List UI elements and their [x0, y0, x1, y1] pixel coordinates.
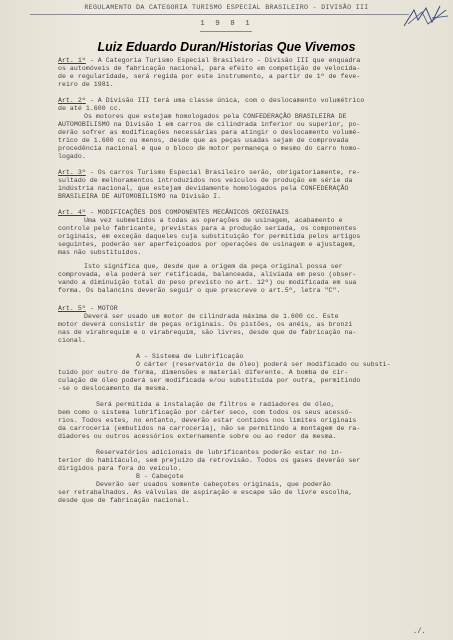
text-line: Art. 5º - MOTOR [58, 305, 118, 312]
text-line: culação de óleo poderá ser modificada e/ou substituída por outra, permitindo [58, 377, 361, 384]
text-line: os automóveis de fabricação nacional, para efeito em competição de velocida- [58, 65, 361, 72]
watermark-caption: Luiz Eduardo Duran/Historias Que Vivemos [97, 40, 356, 54]
text-line: Deverão ser usados somente cabeçotes originais, que poderão [96, 481, 331, 488]
text-line: Art. 1º - A Categoria Turismo Especial Brasileiro - Divisão III que enquadra [58, 57, 361, 64]
text-line: dirigidos para fora do veículo. [58, 465, 182, 472]
text-line: trico de 1.600 cc ou menos, desde que as peças usadas sejam de comprovada [58, 137, 349, 144]
text-line: diadores ou outros acessórios externamente sobre ou ao redor da mesma. [58, 433, 337, 440]
text-line: reiro de 1981. [58, 81, 114, 88]
page-continuation-mark: ./. [413, 628, 426, 636]
text-line: Deverá ser usado um motor de cilindrada máxima de 1.600 cc. Este [84, 313, 339, 320]
text-line: Reservatórios adicionais de lubrificantes poderão estar no in- [96, 449, 343, 456]
text-line: da carroceria (embutidos na carroceria), não se permitindo a montagem de ra- [58, 425, 361, 432]
text-line: nas de virabrequim e o virabrequim, são livres, desde que de fabricação na- [58, 329, 357, 336]
text-line: Art. 2º - A Divisão III terá uma classe única, com o deslocamento volumétrico [58, 97, 365, 104]
header-rule [30, 14, 409, 15]
text-line: -se o deslocamento da mesma. [58, 385, 170, 392]
text-line: procedência nacional e que o bloco de motor permaneça o mesmo do carro homo- [58, 145, 361, 152]
text-line: terior do habitáculo, sem prejuízo da retrovisão. Todos os gases deverão ser [58, 457, 361, 464]
document-year: 1 9 8 1 [200, 20, 253, 28]
text-line: sultado de melhoramentos introduzidos nos veículos de produção em série da [58, 177, 353, 184]
text-line: ser retrabalhados. As válvulas de aspiração e escape são de livre escolha, [58, 489, 353, 496]
text-line: Art. 3º - Os carros Turismo Especial Brasileiro serão, obrigatoriamente, re- [58, 169, 361, 176]
text-line: B - Cabeçote [136, 473, 184, 480]
text-line: indústria nacional, que estejam devidamente homologados pela CONFEDERAÇÃO [58, 185, 349, 192]
text-line: BRASILEIRA DE AUTOMOBILISMO na Divisão I. [58, 193, 222, 200]
text-line: vando a diminuição total do peso previsto no art. 12º) ou modificada em sua [58, 279, 357, 286]
document-header: REGULAMENTO DA CATEGORIA TURISMO ESPECIAL BRASILEIRO - DIVISÃO III [84, 4, 369, 11]
text-line: originais, em exceção daqueles cuja substituição for permitida pelos artigos [58, 233, 361, 240]
text-line: cional. [58, 337, 86, 344]
text-line: Uma vez submetidos a todas as operações de usinagem, acabamento e [84, 217, 343, 224]
text-line: Isto significa que, desde que a origem da peça original possa ser [84, 263, 343, 270]
text-line: desde que de fabricação nacional. [58, 497, 190, 504]
pen-scribble-mark [402, 2, 452, 30]
text-line: de e regularidade, será regida por este instrumento, a partir de 1º de feve- [58, 73, 361, 80]
text-line: A - Sistema de Lubrificação [136, 353, 244, 360]
text-line: derão sofrer as modificações necessárias para atingir o deslocamento volumé- [58, 129, 361, 136]
text-line: seguintes, poderão ser aperfeiçoados por operações de usinagem e ajustagem, [58, 241, 357, 248]
text-line: Art. 4º - MODIFICAÇÕES DOS COMPONENTES MECÂNICOS ORIGINAIS [58, 209, 289, 216]
text-line: comprovada, ela poderá ser retificada, balanceada, aliviada em peso (obser- [58, 271, 357, 278]
text-line: rios. Todos estes, no entanto, deverão estar contidos nos limites originais [58, 417, 357, 424]
year-rule [200, 31, 252, 32]
text-line: tuído por outro de forma, dimensões e material diferente. A bomba de cir- [58, 369, 349, 376]
text-line: mas não substituídos. [58, 249, 142, 256]
text-line: O cárter (reservatório de óleo) poderá ser modificado ou substi- [136, 361, 391, 368]
text-line: forma. Os balancins deverão seguir o que prescreve o art.5º, letra "C". [58, 287, 341, 294]
text-line: Os motores que estejam homologados pela CONFEDERAÇÃO BRASILEIRA DE [84, 113, 347, 120]
text-line: logado. [58, 153, 86, 160]
text-line: controle pelo fabricante, previstas para a produção seriada, os componentes [58, 225, 357, 232]
text-line: AUTOMOBILISMO na Divisão 1 em carros de cilindrada inferior ou superior, po- [58, 121, 361, 128]
text-line: motor deverá consistir de peças originais. Os pistões, os anéis, as bronzi [58, 321, 353, 328]
text-line: Será permitida a instalação de filtros e radiadores de óleo, [96, 401, 335, 408]
text-line: bem como o sistema lubrificação por cárter seco, com todos os seus acessó- [58, 409, 353, 416]
text-line: de até 1.600 cc. [58, 105, 122, 112]
